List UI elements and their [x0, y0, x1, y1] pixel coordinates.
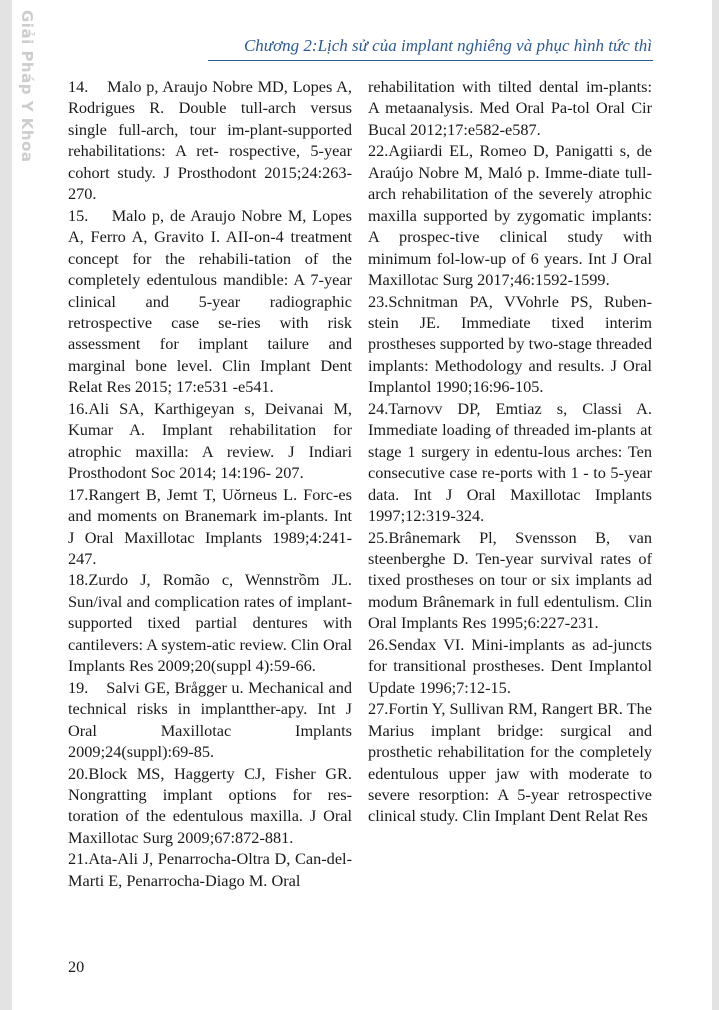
chapter-title: Chương 2:Lịch sử của implant nghiêng và phục hình tức thì [243, 36, 652, 55]
reference-item: 22.Agiiardi EL, Romeo D, Panigatti s, de Araújo Nobre M, Maló p. Imme-diate tull-arch rehabilitation of the severely atrophic maxilla supported by zygomatic implants: A prospec-tive clinical study with minimum fol-low-up of 6 years. Int J Oral Maxillotac Surg 2017;46:1592-1599. [368, 141, 652, 290]
reference-item: rehabilitation with tilted dental im-plants: A metaanalysis. Med Oral Pa-tol Oral Cir Bucal 2012;17:e582-e587. [368, 77, 652, 139]
reference-item: 20.Block MS, Haggerty CJ, Fisher GR. Nongratting implant options for res-toration of the edentulous maxilla. J Oral Maxillotac Surg 2009;67:872-881. [68, 763, 352, 847]
side-brand-watermark: Giải Pháp Y Khoa [18, 10, 36, 163]
right-column [368, 76, 652, 827]
reference-item: 18.Zurdo J, Romão c, Wennstrồm JL. Sun/ival and complication rates of implant-supported tixed partial dentures with cantilevers: A system-atic review. Clin Oral Implants Res 2009;20(suppl 4):59-66. [68, 570, 352, 676]
reference-item: 21.Ata-Ali J, Penarrocha-Oltra D, Can-del-Marti E, Penarrocha-Diago M. Oral [68, 849, 352, 890]
reference-item: 19. Salvi GE, Brågger u. Mechanical and technical risks in implantther-apy. Int J Oral Maxillotac Implants 2009;24(suppl):69-85. [68, 677, 352, 762]
left-column [68, 76, 352, 891]
page-number: 20 [68, 957, 85, 976]
header-rule [208, 60, 653, 61]
reference-item: 25.Brânemark Pl, Svensson B, van steenberghe D. Ten-year survival rates of tixed prostheses on tour or six implants ad modum Brânemark in full edentulism. Clin Oral Implants Res 1995;6:227-231. [368, 527, 652, 633]
document-page [12, 0, 712, 1010]
reference-item: 17.Rangert B, Jemt T, Uŏrneus L. Forc-es and moments on Branemark im-plants. Int J Oral Maxillotac Implants 1989;4:241-247. [68, 484, 352, 568]
reference-item: 14. Malo p, Araujo Nobre MD, Lopes A, Rodrigues R. Double tull-arch versus single full-arch, tour im-plant-supported rehabilitations: A ret- rospective, 5-year cohort study. J Prosthodont 2015;24:263-270. [68, 77, 352, 204]
reference-item: 16.Ali SA, Karthigeyan s, Deivanai M, Kumar A. Implant rehabilitation for atrophic maxilla: A review. J Indiari Prosthodont Soc 2014; 14:196- 207. [68, 398, 352, 483]
reference-item: 26.Sendax VI. Mini-implants as ad-juncts for transitional prostheses. Dent Implantol Update 1996;7:12-15. [368, 634, 652, 697]
reference-item: 24.Tarnovv DP, Emtiaz s, Classi A. Immediate loading of threaded im-plants at stage 1 surgery in edentu-lous arches: Ten consecutive case re-ports with 1 - to 5-year data. Int J Oral Maxillotac Implants 1997;12:319-324. [368, 398, 652, 526]
reference-item: 23.Schnitman PA, VVohrle PS, Ruben-stein JE. Immediate tixed interim prostheses supported by two-stage threaded implants: Methodology and results. J Oral Implantol 1990;16:96-105. [368, 291, 652, 397]
reference-item: 27.Fortin Y, Sullivan RM, Rangert BR. The Marius implant bridge: surgical and prosthetic rehabilitation for the completely edentulous upper jaw with moderate to severe resorption: A 5-year retrospective clinical study. Clin Implant Dent Relat Res [368, 699, 652, 826]
reference-item: 15. Malo p, de Araujo Nobre M, Lopes A, Ferro A, Gravito I. AII-on-4 treatment concept for the rehabili-tation of the completely edentulous mandible: A 7-year clinical and 5-year radiographic retrospective case se-ries with risk assessment for implant tailure and marginal bone level. Clin Implant Dent Relat Res 2015; 17:e531 -e541. [68, 205, 352, 397]
